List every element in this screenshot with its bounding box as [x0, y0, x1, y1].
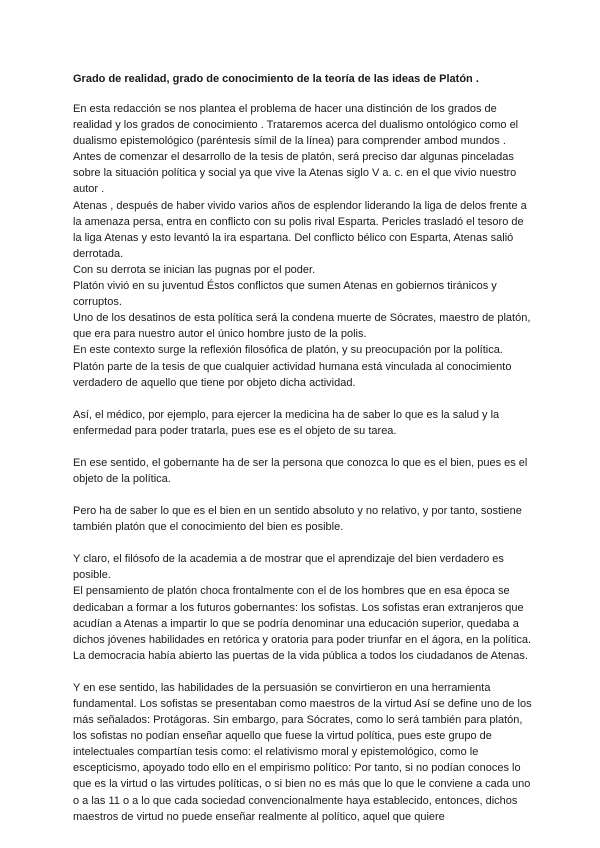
document-title: Grado de realidad, grado de conocimiento de la teoría de las ideas de Platón .: [73, 73, 479, 85]
document-page: [73, 72, 533, 825]
paragraph-ruler: En ese sentido, el gobernante ha de ser la persona que conozca lo que es el bien, pues es el objeto de la política.: [73, 456, 528, 485]
paragraph-doctor-example: Así, el médico, por ejemplo, para ejercer la medicina ha de saber lo que es la salud y la enfermedad para poder tratarla, pues ese es el objeto de su tarea.: [73, 408, 500, 437]
paragraph-introduction: En esta redacción se nos plantea el problema de hacer una distinción de los grados de realidad y los grados de conocimiento . Trataremos acerca del dualismo ontológico como el dualismo epistemológico (paréntesis símil de la línea) para comprender ambod mundos .: [73, 103, 519, 148]
paragraph-context: Antes de comenzar el desarrollo de la tesis de platón, será preciso dar algunas pinceladas sobre la situación política y social ya que vive la Atenas siglo V a. c. en el que vivio nuestro autor .: [73, 151, 517, 196]
paragraph-athens: Atenas , después de haber vivido varios años de esplendor liderando la liga de delos frente a la amenaza persa, entra en conflicto con su polis rival Esparta. Pericles trasladó el tesoro de la liga Atenas y esto levantó la ira espartana. Del conflicto bélico con Esparta, Atenas salió derrotada.: [73, 199, 527, 260]
paragraph-power-struggles: Con su derrota se inician las pugnas por el poder.: [73, 263, 316, 276]
paragraph-philosopher: Y claro, el filósofo de la academia a de mostrar que el aprendizaje del bien verdadero es posible.: [73, 553, 504, 582]
paragraph-thesis: Platón parte de la tesis de que cualquier actividad humana está vinculada al conocimiento verdadero de aquello que tiene por objeto dicha actividad.: [73, 360, 512, 389]
paragraph-absolute-good: Pero ha de saber lo que es el bien en un sentido absoluto y no relativo, y por tanto, sostiene también platón que el conocimiento del bien es posible.: [73, 505, 522, 534]
paragraph-persuasion: Y en ese sentido, las habilidades de la persuasión se convirtieron en una herramienta fundamental. Los sofistas se presentaban como maestros de la virtud Así se define uno de los más señalados: Protágoras. Sin embargo, para Sócrates, como lo será también para platón, los sofistas no podían enseñar aquello que fuese la virtud política, pues este grupo de intelectuales compartían tesis como: el relativismo moral y epistemológico, como le escepticismo, apoyado todo ello en el empirismo político: Por tanto, si no podían conoces lo que es la virtud o las virtudes políticas, o si bien no es más que lo que le conviene a cada uno o a las 11 o a lo que cada sociedad convencionalmente haya establecido, entonces, dichos maestros de virtud no puede enseñar realmente al político, aquel que quiere: [73, 681, 532, 823]
paragraph-youth: Platón vivió en su juventud Éstos conflictos que sumen Atenas en gobiernos tiránicos y corruptos.: [73, 280, 497, 309]
paragraph-socrates: Uno de los desatinos de esta política será la condena muerte de Sócrates, maestro de platón, que era para nuestro autor el único hombre justo de la polis.: [73, 312, 531, 341]
paragraph-sophists: El pensamiento de platón choca frontalmente con el de los hombres que en esa época se dedicaban a formar a los futuros gobernantes: los sofistas. Los sofistas eran extranjeros que acudían a Atenas a impartir lo que se podría denominar una educación superior, quedaba a dichos jóvenes habilidades en retórica y oratoria para poder triunfar en el ágora, en la política. La democracia había abierto las puertas de la vida pública a todos los ciudadanos de Atenas.: [73, 585, 531, 662]
paragraph-reflection: En este contexto surge la reflexión filosófica de platón, y su preocupación por la política.: [73, 344, 503, 357]
